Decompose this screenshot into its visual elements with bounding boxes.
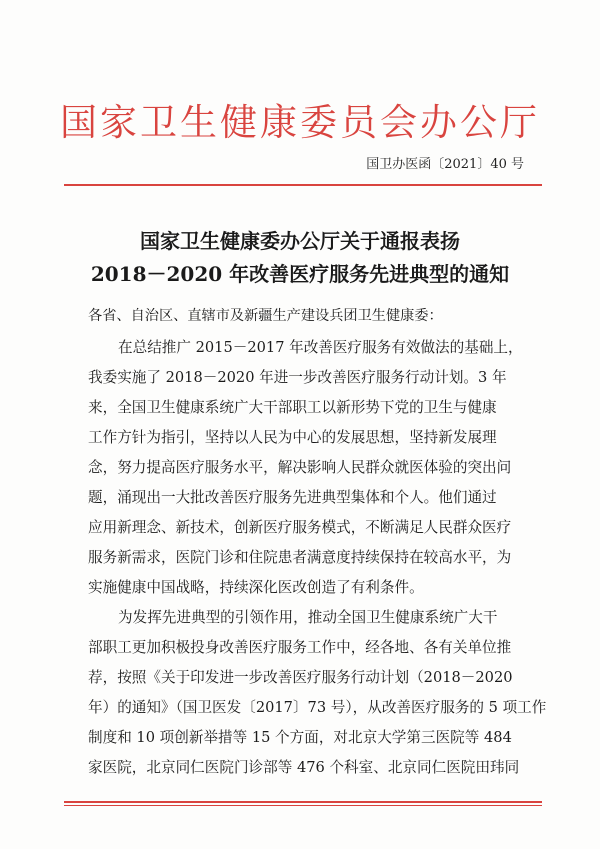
body-line: 应用新理念、新技术，创新医疗服务模式，不断满足人民群众医疗	[88, 519, 512, 536]
document-title-line-1: 国家卫生健康委办公厅关于通报表扬	[140, 229, 460, 253]
footer-divider	[64, 801, 542, 803]
body-line: 来，全国卫生健康系统广大干部职工以新形势下党的卫生与健康	[88, 399, 497, 416]
body-line: 题，涌现出一大批改善医疗服务先进典型集体和个人。他们通过	[88, 489, 497, 506]
body-line: 工作方针为指引，坚持以人民为中心的发展思想，坚持新发展理	[88, 429, 497, 446]
header-divider	[64, 184, 542, 186]
document-title-line-2: 2018－2020 年改善医疗服务先进典型的通知	[90, 262, 510, 286]
body-line: 念，努力提高医疗服务水平，解决影响人民群众就医体验的突出问	[88, 459, 512, 476]
body-line: 实施健康中国战略，持续深化医改创造了有利条件。	[88, 579, 424, 596]
body-line: 在总结推广 2015－2017 年改善医疗服务有效做法的基础上，	[118, 339, 523, 356]
body-line: 服务新需求，医院门诊和住院患者满意度持续保持在较高水平，为	[88, 549, 512, 566]
body-line: 部职工更加积极投身改善医疗服务工作中，经各地、各有关单位推	[88, 639, 512, 656]
document-number: 国卫办医函〔2021〕40 号	[366, 157, 524, 172]
body-line: 为发挥先进典型的引领作用，推动全国卫生健康系统广大干	[118, 609, 498, 626]
body-line: 家医院，北京同仁医院门诊部等 476 个科室、北京同仁医院田玮同	[88, 759, 520, 776]
body-line: 年）的通知》（国卫医发〔2017〕73 号），从改善医疗服务的 5 项工作	[88, 699, 547, 716]
body-line: 荐，按照《关于印发进一步改善医疗服务行动计划（2018－2020	[88, 669, 513, 686]
issuing-authority-title: 国家卫生健康委员会办公厅	[60, 101, 540, 144]
footer-divider-thin	[64, 805, 542, 806]
body-line: 制度和 10 项创新举措等 15 个方面，对北京大学第三医院等 484	[88, 729, 512, 746]
addressee: 各省、自治区、直辖市及新疆生产建设兵团卫生健康委：	[88, 308, 443, 324]
body-line: 我委实施了 2018－2020 年进一步改善医疗服务行动计划。3 年	[88, 369, 507, 386]
